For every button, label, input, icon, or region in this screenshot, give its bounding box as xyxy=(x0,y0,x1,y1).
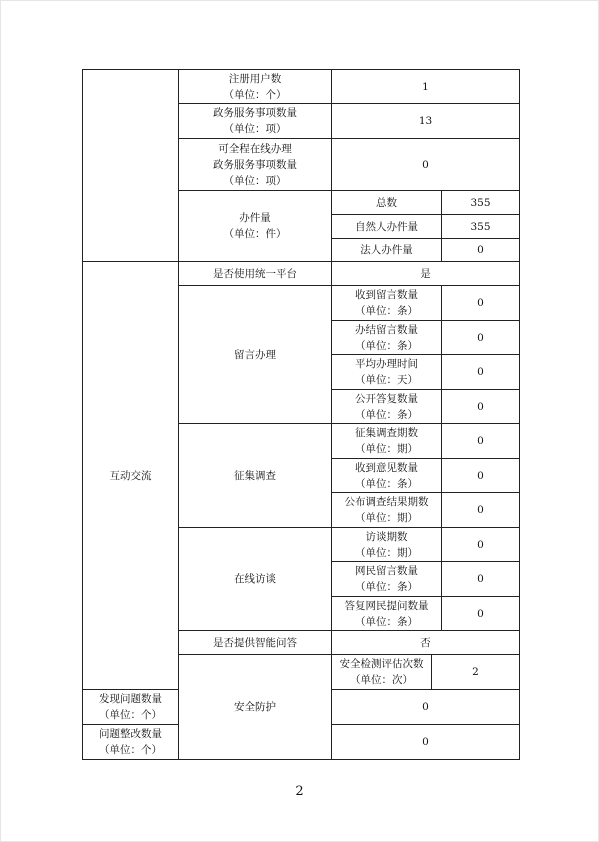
row-label: 安全检测评估次数 （单位：次） xyxy=(332,655,432,690)
handling-label: 办件量 （单位：件） xyxy=(179,191,332,262)
item-value: 0 xyxy=(442,597,520,631)
item-label: 答复网民提问数量 （单位：条） xyxy=(332,597,442,631)
item-value: 0 xyxy=(442,528,520,562)
row-label: 注册用户数 （单位：个） xyxy=(179,70,332,104)
sub-label: 总数 xyxy=(332,191,442,215)
row-value: 是 xyxy=(332,262,520,286)
item-label: 网民留言数量 （单位：条） xyxy=(332,562,442,597)
sub-value: 0 xyxy=(442,239,520,262)
item-label: 收到意见数量 （单位：条） xyxy=(332,459,442,493)
row-value: 0 xyxy=(332,139,520,191)
item-label: 公开答复数量 （单位：条） xyxy=(332,390,442,424)
item-value: 0 xyxy=(442,390,520,424)
row-label: 政务服务事项数量 （单位：项） xyxy=(179,104,332,139)
row-label: 可全程在线办理 政务服务事项数量 （单位：项） xyxy=(179,139,332,191)
item-label: 公布调查结果期数 （单位：期） xyxy=(332,493,442,528)
item-value: 0 xyxy=(442,355,520,390)
item-value: 0 xyxy=(442,459,520,493)
group-title: 留言办理 xyxy=(179,286,332,424)
sub-label: 法人办件量 xyxy=(332,239,442,262)
sub-value: 355 xyxy=(442,191,520,215)
item-label: 访谈期数 （单位：期） xyxy=(332,528,442,562)
item-label: 收到留言数量 （单位：条） xyxy=(332,286,442,321)
item-value: 0 xyxy=(442,286,520,321)
item-value: 0 xyxy=(442,321,520,355)
row-value: 0 xyxy=(332,690,520,725)
row-value: 1 xyxy=(332,70,520,104)
sub-value: 355 xyxy=(442,215,520,239)
row-label: 是否使用统一平台 xyxy=(179,262,332,286)
section-title-interaction: 互动交流 xyxy=(83,262,179,690)
section-title-security: 安全防护 xyxy=(179,655,332,760)
table-row xyxy=(83,262,520,286)
page-number: 2 xyxy=(295,784,304,799)
group-title: 征集调查 xyxy=(179,424,332,528)
section-cell-continued xyxy=(83,70,179,262)
row-value: 2 xyxy=(432,655,520,690)
item-value: 0 xyxy=(442,562,520,597)
row-value: 0 xyxy=(332,725,520,760)
statistics-table xyxy=(82,69,520,760)
row-label: 问题整改数量 （单位：个） xyxy=(83,725,179,760)
sub-label: 自然人办件量 xyxy=(332,215,442,239)
item-label: 平均办理时间 （单位：天） xyxy=(332,355,442,390)
row-label: 发现问题数量 （单位：个） xyxy=(83,690,179,725)
row-value: 否 xyxy=(332,631,520,655)
item-label: 办结留言数量 （单位：条） xyxy=(332,321,442,355)
item-value: 0 xyxy=(442,493,520,528)
table-row xyxy=(83,70,520,104)
row-value: 13 xyxy=(332,104,520,139)
item-value: 0 xyxy=(442,424,520,459)
group-title: 在线访谈 xyxy=(179,528,332,631)
item-label: 征集调查期数 （单位：期） xyxy=(332,424,442,459)
row-label: 是否提供智能问答 xyxy=(179,631,332,655)
